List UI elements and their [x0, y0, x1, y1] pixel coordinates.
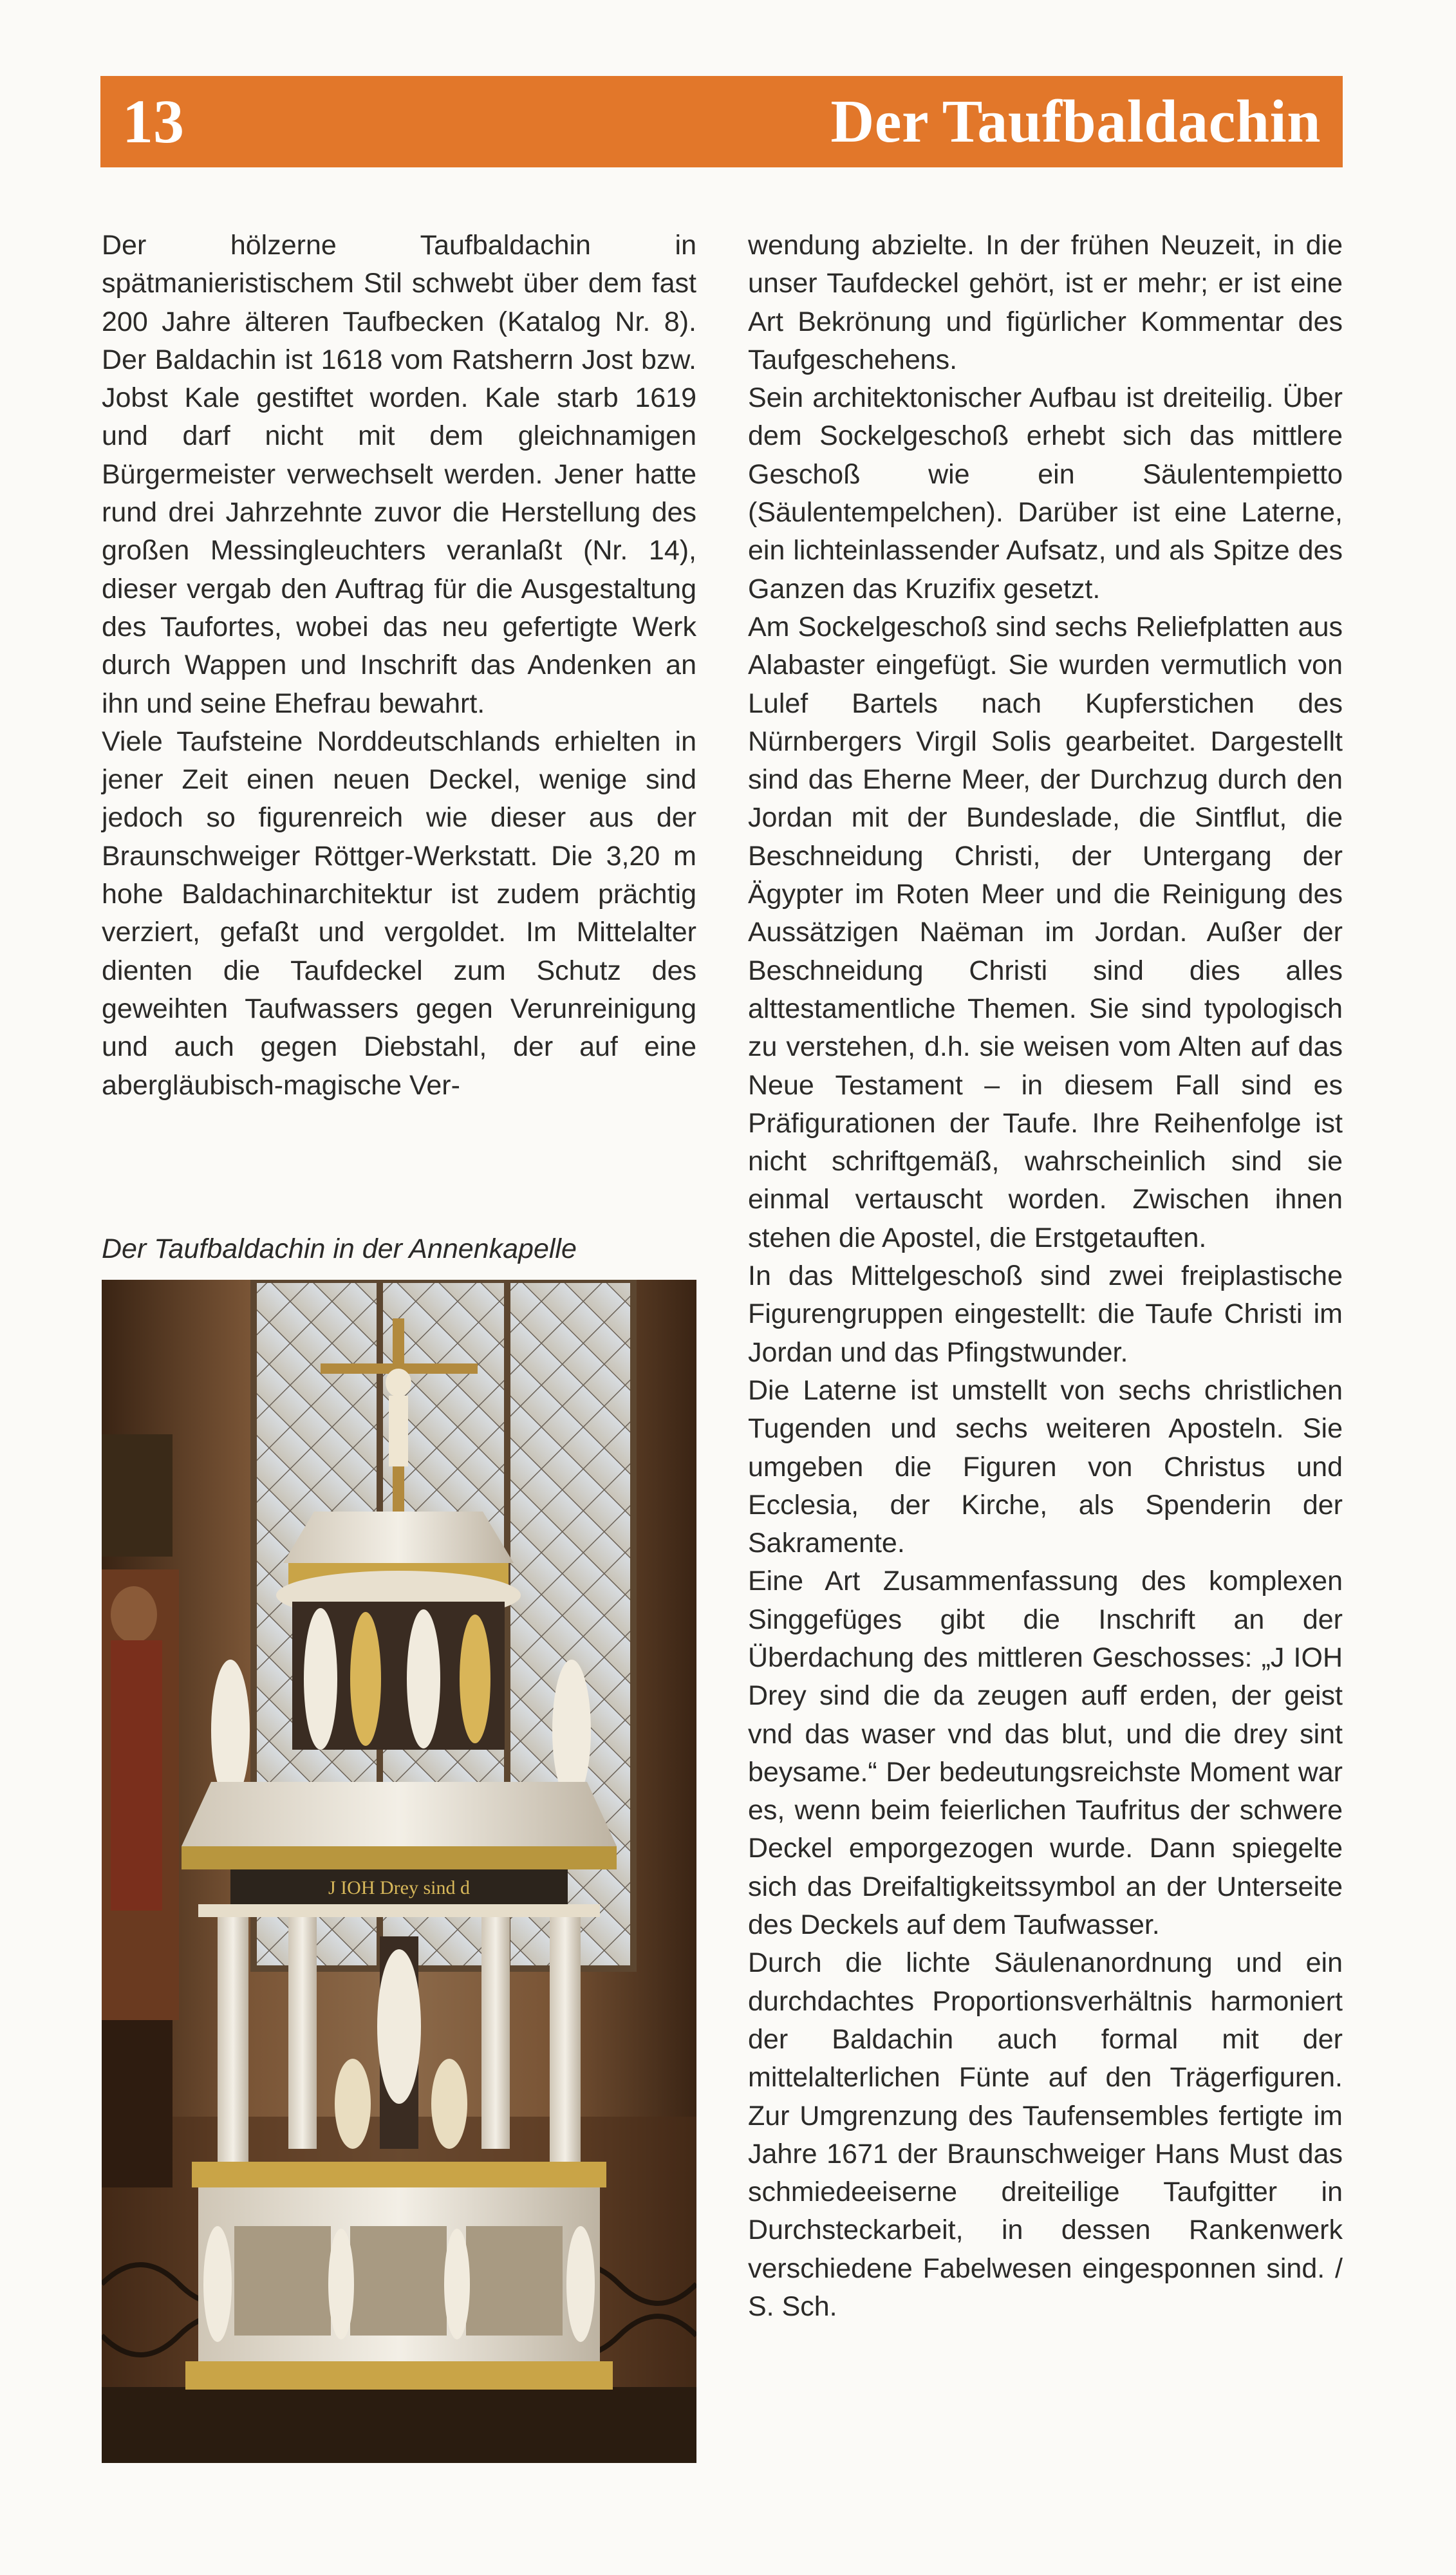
paragraph: Sein architektonischer Aufbau ist dreiteilig. Über dem Sockelgeschoß erhebt sich das mittlere Geschoß wie ein Säulentempietto (Säulentempelchen). Darüber ist eine Laterne, ein lichteinlassender Aufsatz, und als Spitze des Ganzen das Kruzifix gesetzt. — [748, 382, 1343, 604]
canopy-roof — [182, 1782, 617, 1917]
paragraph: Viele Taufsteine Norddeutschlands erhielten in jener Zeit einen neuen Deckel, wenige sind jedoch so figurenreich wie dieser aus der Braunschweiger Röttger-Werkstatt. Die 3,20 m hohe Baldachinarchitektur ist zudem prächtig verziert, gefaßt und vergoldet. Im Mittelalter dienten die Taufdeckel zum Schutz des geweihten Taufwassers gegen Verunreinigung und auch gegen Diebstahl, der auf eine abergläubisch-magische Ver- — [102, 726, 696, 1101]
page-number: 13 — [122, 87, 184, 156]
paragraph: Der hölzerne Taufbaldachin in spätmanieristischem Stil schwebt über dem fast 200 Jahre älteren Taufbecken (Katalog Nr. 8). Der Baldachin ist 1618 vom Ratsherrn Jost bzw. Jobst Kale gestiftet worden. Kale starb 1619 und darf nicht mit dem gleichnamigen Bürgermeister verwechselt werden. Jener hatte rund drei Jahrzehnte zuvor die Herstellung des großen Messingleuchters veranlaßt (Nr. 14), dieser vergab den Auftrag für die Ausgestaltung des Taufortes, wobei das neu gefertigte Werk durch Wappen und Inschrift das Andenken an ihn und seine Ehefrau bewahrt. — [102, 230, 696, 719]
inscription-band: J IOH Drey sind d — [328, 1877, 470, 1898]
paragraph: Eine Art Zusammenfassung des komplexen Singgefüges gibt die Inschrift an der Überdachung des mittleren Geschosses: „J IOH Drey sind die da zeugen auff erden, der geist vnd das waser vnd das blut, und die drey sint beysame.“ Der bedeutungsreichste Moment war es, wenn beim feierlichen Taufritus der schwere Deckel emporgezogen wurde. Dann spiegelte sich das Dreifaltigkeitssymbol an der Unterseite des Deckels auf dem Taufwasser. — [748, 1566, 1343, 1941]
page-title: Der Taufbaldachin — [830, 88, 1321, 155]
paragraph: Durch die lichte Säulenanordnung und ein durchdachtes Proportionsverhältnis harmoniert der Baldachin auch formal mit der mittelalterlichen Fünte auf den Trägerfiguren. Zur Umgrenzung des Taufensembles fertigte im Jahre 1671 der Braunschweiger Hans Must das schmiedeeiserne dreiteilige Taufgitter in Durchsteckarbeit, in dessen Rankenwerk verschiedene Fabelwesen eingesponnen sind. / S. Sch. — [748, 1947, 1343, 2323]
paragraph: Die Laterne ist umstellt von sechs christlichen Tugenden und sechs weiteren Aposteln. Sie umgeben die Figuren von Christus und Ecclesia, der Kirche, als Spenderin der Sakramente. — [748, 1374, 1343, 1559]
baptismal-canopy-photo — [102, 1280, 696, 2463]
relief-base — [185, 2162, 613, 2390]
right-text-column — [748, 227, 1343, 2326]
paragraph: wendung abzielte. In der frühen Neuzeit, in die unser Taufdeckel gehört, ist er mehr; er ist eine Art Bekrönung und figürlicher Kommentar des Taufgeschehens. — [748, 230, 1343, 375]
header-bar — [100, 76, 1343, 167]
left-text-column — [102, 227, 696, 1105]
paragraph: In das Mittelgeschoß sind zwei freiplastische Figurengruppen eingestellt: die Taufe Christi im Jordan und das Pfingstwunder. — [748, 1260, 1343, 1368]
wall-statue — [102, 1434, 179, 2187]
figure-caption: Der Taufbaldachin in der Annenkapelle — [102, 1233, 577, 1264]
paragraph: Am Sockelgeschoß sind sechs Reliefplatten aus Alabaster eingefügt. Sie wurden vermutlich von Lulef Bartels nach Kupferstichen des Nürnbergers Virgil Solis gearbeitet. Dargestellt sind das Eherne Meer, der Durchzug durch den Jordan mit der Bundeslade, die Sintflut, die Beschneidung Christi, der Untergang der Ägypter im Roten Meer und die Reinigung des Aussätzigen Naëman im Jordan. Außer der Beschneidung Christi sind dies alles alttestamentliche Themen. Sie sind typologisch zu verstehen, d.h. sie weisen vom Alten auf das Neue Testament – in diesem Fall sind es Präfigurationen der Taufe. Ihre Reihenfolge ist nicht schriftgemäß, wahrscheinlich sind sie einmal vertauscht worden. Zwischen ihnen stehen die Apostel, die Erstgetauften. — [748, 611, 1343, 1253]
